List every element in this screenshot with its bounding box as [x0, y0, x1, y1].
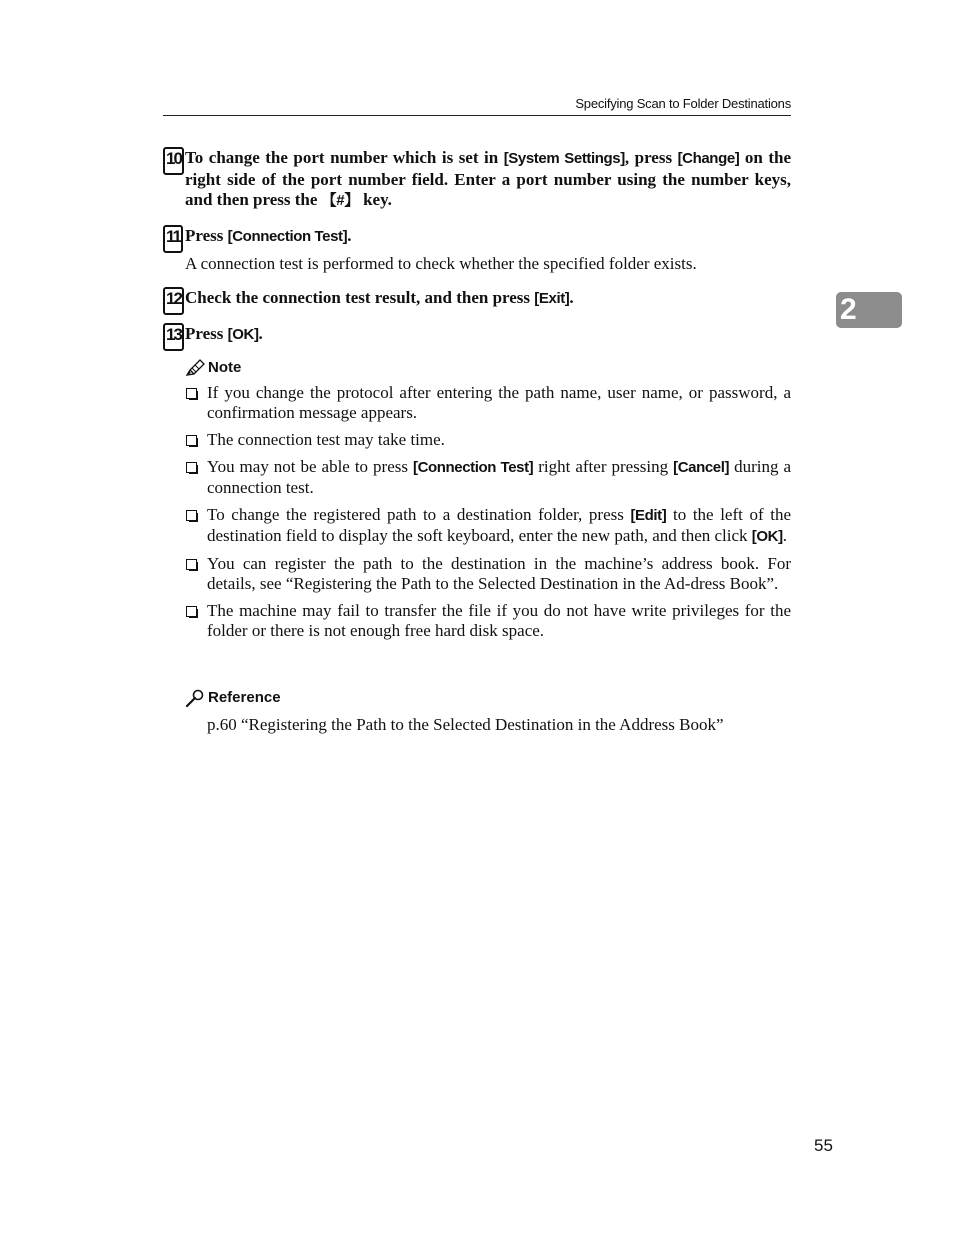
key-label: [Change]: [677, 150, 740, 167]
text-run: right after pressing: [533, 456, 674, 476]
step-number-13: 13: [163, 323, 184, 351]
key-label: 【#】: [321, 192, 359, 209]
key-label: [Cancel]: [673, 458, 730, 476]
text-run: Check the connection test result, and then press: [185, 288, 535, 307]
step-12: [163, 288, 791, 310]
step-11: [163, 226, 791, 248]
key-label: [Connection Test]: [227, 228, 348, 245]
text-run: , press: [624, 148, 678, 167]
checkbox-bullet-icon: [186, 435, 197, 446]
text-run: .: [347, 226, 352, 245]
magnifier-icon: [185, 689, 205, 707]
text-run: .: [258, 324, 263, 343]
note-heading-text: Note: [208, 359, 242, 376]
text-run: to the left of the destination field to display the soft keyboard, enter the new path, and then click: [207, 504, 791, 545]
note-item: [185, 457, 791, 498]
checkbox-bullet-icon: [186, 606, 197, 617]
chapter-tab: [836, 292, 902, 328]
chapter-number: 2: [840, 293, 857, 326]
key-label: [Connection Test]: [412, 458, 534, 476]
step-11-description: A connection test is performed to check whether the specified folder exists.: [185, 254, 697, 273]
key-label: [System Settings]: [503, 150, 625, 167]
note-heading: [185, 359, 241, 377]
page-number: 55: [814, 1136, 833, 1155]
text-run: To change the registered path to a destination folder, press: [207, 504, 631, 524]
reference-heading-text: Reference: [208, 689, 281, 706]
step-number-10: 10: [163, 147, 184, 175]
pencil-icon: [185, 359, 205, 377]
note-item: [185, 430, 791, 450]
note-list: [185, 383, 791, 648]
text-run: on the right side of the port number field. Enter a port number using the number keys, and then press the: [185, 148, 791, 209]
text-run: Press: [185, 226, 228, 245]
text-run: The machine may fail to transfer the file if you do not have write privileges for the folder or there is not enough free hard disk space.: [207, 600, 791, 640]
checkbox-bullet-icon: [186, 559, 197, 570]
step-number-11: 11: [163, 225, 183, 253]
text-run: during a connection test.: [207, 456, 792, 497]
note-item: [185, 601, 791, 641]
text-run: .: [782, 526, 787, 545]
step-text: [185, 148, 791, 212]
text-run: The connection test may take time.: [207, 430, 445, 449]
step-13: [163, 324, 791, 346]
checkbox-bullet-icon: [186, 388, 197, 399]
key-label: [Edit]: [630, 506, 667, 524]
page-header: [163, 96, 791, 116]
step-text: [185, 324, 791, 346]
text-run: .: [569, 288, 574, 307]
text-run: Press: [185, 324, 228, 343]
note-item: [185, 383, 791, 423]
reference-heading: [185, 689, 281, 707]
text-run: If you change the protocol after entering the path name, user name, or password, a confirmation message appears.: [207, 383, 791, 423]
text-run: You may not be able to press: [207, 456, 413, 476]
key-label: [OK]: [227, 326, 259, 343]
note-item: [185, 554, 791, 594]
key-label: [Exit]: [534, 290, 570, 307]
key-label: [OK]: [751, 528, 783, 545]
text-run: To change the port number which is set in: [185, 148, 504, 167]
reference-text: p.60 “Registering the Path to the Selected Destination in the Address Book”: [207, 715, 724, 734]
checkbox-bullet-icon: [186, 510, 197, 521]
checkbox-bullet-icon: [186, 462, 197, 473]
step-10: [163, 148, 791, 212]
text-run: key.: [358, 190, 392, 209]
header-title: Specifying Scan to Folder Destinations: [575, 96, 791, 111]
step-text: [185, 288, 791, 310]
step-number-12: 12: [163, 287, 184, 315]
note-item: [185, 505, 791, 547]
step-text: [185, 226, 791, 248]
text-run: You can register the path to the destination in the machine’s address book. For details, see “Registering the Path to the Selected Destination in the Ad-dress Book”.: [207, 553, 791, 593]
